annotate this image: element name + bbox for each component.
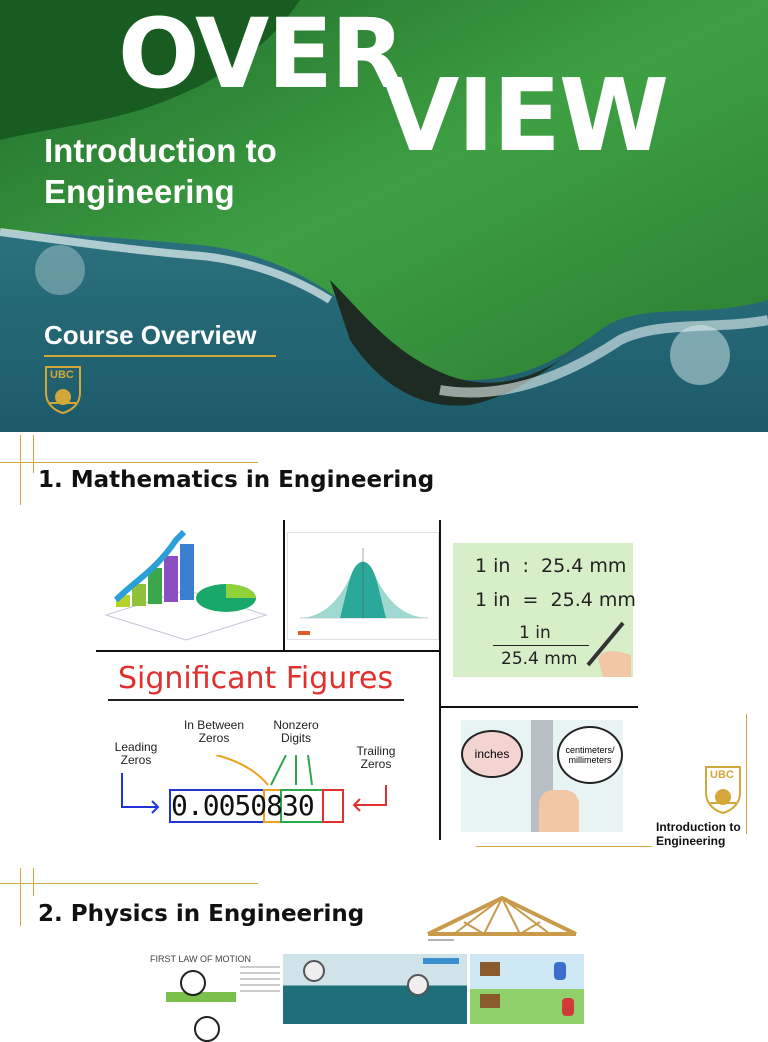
grass-platform: [166, 992, 236, 1002]
conversion-fraction-bottom: 25.4 mm: [501, 649, 578, 669]
tile-motion: [470, 954, 584, 1024]
sigfig-label-trailing: Trailing Zeros: [356, 744, 396, 772]
cart-icon-1: [480, 962, 500, 976]
course-overview-underline: [44, 355, 276, 357]
divider-vertical-1: [283, 520, 285, 650]
pressure-gauge-icon-2: [407, 974, 429, 996]
bubble-centimeters: centimeters/ millimeters: [557, 726, 623, 784]
hand-with-pen-icon: [583, 613, 633, 677]
fraction-bar: [493, 645, 589, 646]
cover-title-view: VIEW: [382, 57, 668, 174]
section1-rule-vertical-1: [20, 435, 21, 505]
conversion-line-2: 1 in = 25.4 mm: [475, 589, 636, 611]
subtitle-line-1: Introduction to: [44, 132, 277, 169]
sigfig-title: Significant Figures: [118, 661, 394, 696]
bubble-inches: inches: [461, 730, 523, 778]
tile-significant-figures: [96, 655, 436, 835]
sigfig-title-underline: [108, 699, 404, 701]
conversion-fraction-top: 1 in: [519, 623, 551, 643]
tile-unit-conversion: [453, 543, 636, 677]
ubc-logo-text: UBC: [50, 369, 74, 381]
subtitle-line-2: Engineering: [44, 173, 235, 211]
section2-rule-vertical-1: [20, 868, 21, 926]
soccer-ball-icon-2: [194, 1016, 220, 1042]
ubc-logo-cover: [44, 365, 82, 415]
section1-heading: 1. Mathematics in Engineering: [38, 467, 435, 493]
sigfig-label-between: In Between Zeros: [183, 718, 245, 746]
divider-horizontal-1: [96, 650, 439, 652]
tile-ruler-units: [461, 720, 623, 832]
sigfig-number: 0.0050830: [171, 789, 314, 822]
newton-text-block: [240, 966, 280, 996]
tile-normal-distribution: [287, 532, 439, 640]
cover-subtitle: [44, 130, 364, 213]
sigfig-label-nonzero: Nonzero Digits: [273, 718, 319, 746]
sigfig-label-leading: Leading Zeros: [114, 740, 158, 768]
tile-fluid-pressure: [283, 954, 467, 1024]
divider-horizontal-2: [441, 706, 638, 708]
course-overview-heading: Course Overview: [44, 320, 257, 350]
cover-title-over: OVER: [118, 0, 403, 110]
ubc-logo-sidebar-text: UBC: [710, 769, 734, 781]
ubc-logo-sidebar: [704, 765, 742, 815]
section2-rule-vertical-2: [33, 868, 34, 896]
person-icon-2: [562, 998, 574, 1016]
tile-3d-chart: [96, 520, 282, 648]
pressure-gauge-icon-1: [303, 960, 325, 982]
source-tag: [423, 958, 459, 964]
sidebar-rule-vertical: [746, 714, 747, 834]
sidebar-caption: Introduction to Engineering: [656, 820, 741, 849]
newton-title: FIRST LAW OF MOTION: [150, 954, 251, 964]
section1-rule-vertical-2: [33, 435, 34, 473]
section2-rule-horizontal: [0, 883, 258, 884]
person-icon-1: [554, 962, 566, 980]
conversion-line-1: 1 in : 25.4 mm: [475, 555, 627, 577]
sidebar-rule-horizontal: [476, 846, 652, 847]
divider-vertical-2: [439, 520, 441, 840]
roof-truss-diagram: [424, 890, 580, 946]
section2-heading: 2. Physics in Engineering: [38, 901, 365, 927]
soccer-ball-icon: [180, 970, 206, 996]
tile-first-law: [150, 954, 282, 1024]
section1-rule-horizontal: [0, 462, 258, 463]
hand-icon: [539, 790, 579, 832]
cart-icon-2: [480, 994, 500, 1008]
